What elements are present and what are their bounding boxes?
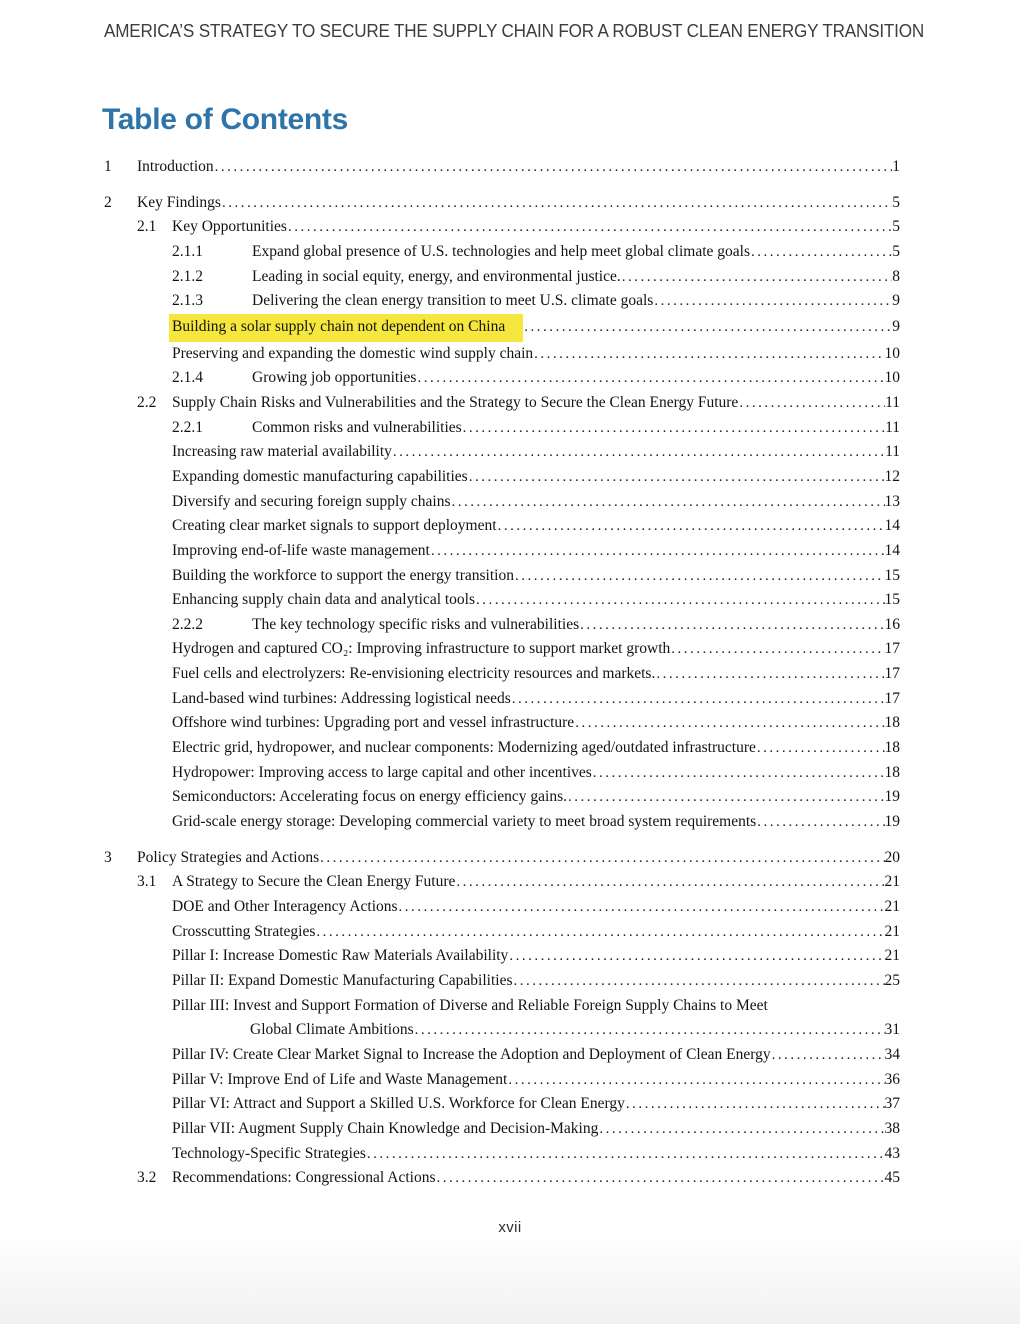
toc-entry-page: 19	[884, 813, 900, 831]
toc-entry-title: Recommendations: Congressional Actions	[172, 1169, 436, 1187]
leader-dots	[574, 711, 884, 736]
toc-entry-title: Diversify and securing foreign supply chains	[172, 492, 451, 510]
toc-entry-title: Pillar V: Improve End of Life and Waste Management	[172, 1070, 508, 1088]
leader-dots	[468, 465, 885, 490]
running-header: AMERICA’S STRATEGY TO SECURE THE SUPPLY CHAIN FOR A ROBUST CLEAN ENERGY TRANSITION	[104, 21, 924, 41]
leader-dots	[670, 637, 884, 662]
toc-entry[interactable]	[172, 265, 900, 290]
toc-entry-title: Increasing raw material availability	[172, 443, 392, 461]
toc-entry[interactable]	[172, 314, 900, 342]
toc-entry-number: 2.1	[137, 218, 157, 236]
toc-entry[interactable]	[137, 391, 900, 416]
toc-entry-title: Leading in social equity, energy, and environmental justice.	[252, 267, 621, 285]
toc-entry-title: Fuel cells and electrolyzers: Re-envisioning electricity resources and markets.	[172, 665, 656, 683]
toc-entry-page: 15	[884, 566, 900, 584]
toc-entry[interactable]	[172, 969, 900, 994]
toc-entry-page: 15	[884, 591, 900, 609]
page-title: Table of Contents	[102, 103, 349, 136]
leader-dots	[398, 895, 885, 920]
toc-entry-title-highlighted: Building a solar supply chain not dependent on China	[169, 314, 523, 342]
toc-entry[interactable]	[104, 155, 900, 180]
toc-entry-number: 2.1.4	[172, 369, 203, 387]
toc-entry[interactable]	[172, 366, 900, 391]
toc-entry[interactable]	[172, 1043, 900, 1068]
toc-entry-page: 45	[884, 1169, 900, 1187]
toc-entry-number: 2.2.1	[172, 418, 203, 436]
toc-entry-number: 2.1.3	[172, 292, 203, 310]
toc-entry-page: 11	[885, 393, 900, 411]
toc-entry-title: Policy Strategies and Actions	[137, 848, 320, 866]
toc-entry-title: Common risks and vulnerabilities	[252, 418, 462, 436]
toc-entry[interactable]	[172, 564, 900, 589]
toc-entry-page: 12	[884, 467, 900, 485]
toc-entry[interactable]	[172, 465, 900, 490]
leader-dots	[598, 1117, 884, 1142]
toc-entry-page: 43	[884, 1144, 900, 1162]
leader-dots	[221, 191, 892, 216]
page-number-footer: xvii	[498, 1219, 522, 1236]
toc-entry[interactable]	[172, 994, 900, 1019]
leader-dots	[750, 240, 892, 265]
toc-entry[interactable]	[172, 810, 900, 835]
leader-dots	[511, 687, 885, 712]
toc-entry-page: 21	[884, 898, 900, 916]
toc-entry-title: Grid-scale energy storage: Developing commercial variety to meet broad system requirements	[172, 813, 757, 831]
toc-entry-page: 34	[884, 1045, 900, 1063]
toc-entry[interactable]	[172, 895, 900, 920]
toc-entry-page: 13	[884, 492, 900, 510]
toc-entry[interactable]	[172, 1092, 900, 1117]
toc-entry-page: 21	[884, 873, 900, 891]
toc-entry[interactable]	[172, 1142, 900, 1167]
toc-entry-number: 2.1.2	[172, 267, 203, 285]
toc-entry-title: Pillar IV: Create Clear Market Signal to Increase the Adoption and Deployment of Clean Energy	[172, 1045, 771, 1063]
toc-entry-page: 16	[884, 615, 900, 633]
toc-entry-page: 11	[885, 418, 900, 436]
toc-entry-title: Pillar I: Increase Domestic Raw Materials Availability	[172, 947, 509, 965]
toc-entry-title: Crosscutting Strategies	[172, 922, 316, 940]
toc-entry[interactable]	[137, 870, 900, 895]
toc-entry-title: Technology-Specific Strategies	[172, 1144, 366, 1162]
leader-dots	[756, 810, 884, 835]
leader-dots	[592, 761, 885, 786]
toc-entry[interactable]	[250, 1018, 900, 1043]
toc-entry-title: Creating clear market signals to support deployment	[172, 517, 497, 535]
leader-dots	[430, 539, 885, 564]
leader-dots	[319, 846, 884, 871]
toc-entry-title: Offshore wind turbines: Upgrading port and vessel infrastructure	[172, 714, 575, 732]
toc-entry[interactable]	[172, 588, 900, 613]
toc-entry-page: 21	[884, 922, 900, 940]
leader-dots	[392, 440, 885, 465]
toc-entry-page: 8	[892, 267, 900, 285]
toc-entry-title: A Strategy to Secure the Clean Energy Future	[172, 873, 456, 891]
leader-dots	[523, 315, 892, 340]
leader-dots	[214, 155, 893, 180]
toc-entry-page: 9	[892, 292, 900, 310]
toc-list	[104, 155, 900, 1191]
toc-entry-page: 1	[892, 158, 900, 175]
toc-entry-page: 18	[884, 714, 900, 732]
toc-entry-title: The key technology specific risks and vulnerabilities	[252, 615, 580, 633]
toc-entry-number: 3.1	[137, 873, 157, 891]
toc-entry-title: Expand global presence of U.S. technologies and help meet global climate goals	[252, 242, 751, 260]
toc-entry-title: Semiconductors: Accelerating focus on energy efficiency gains.	[172, 788, 567, 806]
leader-dots	[366, 1142, 885, 1167]
leader-dots	[655, 662, 884, 687]
leader-dots	[455, 870, 884, 895]
toc-entry-page: 10	[884, 369, 900, 387]
toc-entry[interactable]	[104, 846, 900, 871]
toc-entry-page: 5	[892, 193, 900, 211]
toc-entry[interactable]	[172, 490, 900, 515]
leader-dots	[625, 1092, 885, 1117]
toc-entry-title: Land-based wind turbines: Addressing logistical needs	[172, 689, 511, 707]
toc-entry-number: 3	[104, 848, 112, 866]
toc-entry[interactable]	[172, 539, 900, 564]
leader-dots	[462, 416, 885, 441]
toc-entry-page: 9	[892, 317, 900, 335]
toc-entry-title: Growing job opportunities	[252, 369, 417, 387]
toc-entry[interactable]	[172, 736, 900, 761]
toc-entry[interactable]	[172, 785, 900, 810]
leader-dots	[435, 1166, 884, 1191]
toc-entry-title: Improving end-of-life waste management	[172, 541, 430, 559]
toc-entry-page: 14	[884, 541, 900, 559]
toc-entry-number: 2.2.2	[172, 615, 203, 633]
toc-entry-page: 10	[884, 344, 900, 362]
toc-entry-page: 37	[884, 1095, 900, 1113]
leader-dots	[567, 785, 885, 810]
toc-entry[interactable]	[172, 240, 900, 265]
leader-dots	[507, 1068, 884, 1093]
toc-entry[interactable]	[172, 637, 900, 662]
toc-entry-page: 5	[892, 242, 900, 260]
toc-entry-title: Pillar VII: Augment Supply Chain Knowledge and Decision-Making	[172, 1119, 599, 1137]
toc-entry-page: 5	[892, 218, 900, 236]
toc-entry-page: 17	[884, 640, 900, 658]
toc-entry-number: 2.2	[137, 393, 157, 411]
leader-dots	[497, 514, 885, 539]
leader-dots	[771, 1043, 885, 1068]
toc-entry-title: Pillar VI: Attract and Support a Skilled U.S. Workforce for Clean Energy	[172, 1095, 625, 1113]
leader-dots	[653, 289, 892, 314]
toc-entry-title: Global Climate Ambitions	[250, 1021, 414, 1039]
toc-entry-number: 1	[104, 158, 112, 175]
toc-entry-page: 17	[884, 689, 900, 707]
toc-entry-page: 31	[884, 1021, 900, 1039]
toc-entry-title: Pillar II: Expand Domestic Manufacturing Capabilities	[172, 972, 513, 989]
leader-dots	[514, 564, 885, 589]
toc-entry-title: Building the workforce to support the energy transition	[172, 566, 514, 584]
toc-entry-page: 11	[885, 443, 900, 461]
toc-entry-title: Enhancing supply chain data and analytical tools	[172, 591, 476, 609]
toc-entry[interactable]	[172, 687, 900, 712]
toc-entry[interactable]	[172, 416, 900, 441]
toc-entry-title: Pillar III: Invest and Support Formation of Diverse and Reliable Foreign Supply Chains to Meet	[172, 996, 768, 1014]
toc-entry-page: 18	[884, 739, 900, 757]
toc-entry[interactable]	[172, 289, 900, 314]
leader-dots	[451, 490, 885, 515]
toc-entry-page: 25	[884, 972, 900, 989]
toc-entry[interactable]	[104, 191, 900, 216]
toc-entry[interactable]	[172, 711, 900, 736]
leader-dots	[756, 736, 885, 761]
toc-entry-title: Supply Chain Risks and Vulnerabilities and the Strategy to Secure the Clean Energy Future	[172, 393, 739, 411]
toc-entry[interactable]	[172, 944, 900, 969]
toc-entry[interactable]	[172, 761, 900, 786]
toc-entry-page: 19	[884, 788, 900, 806]
leader-dots	[513, 969, 885, 994]
leader-dots	[315, 920, 884, 945]
leader-dots	[508, 944, 884, 969]
leader-dots	[738, 391, 885, 416]
toc-entry[interactable]	[172, 440, 900, 465]
leader-dots	[287, 215, 892, 240]
toc-entry-page: 14	[884, 517, 900, 535]
toc-entry[interactable]	[172, 514, 900, 539]
toc-entry-title: Electric grid, hydropower, and nuclear components: Modernizing aged/outdated infrastructure	[172, 739, 756, 757]
toc-entry-number: 3.2	[137, 1169, 157, 1187]
toc-entry[interactable]	[137, 1166, 900, 1191]
toc-entry-title: Introduction	[137, 158, 214, 175]
toc-entry-title: Key Opportunities	[172, 218, 287, 236]
leader-dots	[579, 613, 884, 638]
leader-dots	[475, 588, 884, 613]
toc-entry[interactable]	[172, 613, 900, 638]
toc-entry-number: 2	[104, 193, 112, 211]
toc-entry-title: DOE and Other Interagency Actions	[172, 898, 398, 916]
toc-entry[interactable]	[172, 1068, 900, 1093]
toc-entry[interactable]	[172, 342, 900, 367]
toc-entry-page: 17	[884, 665, 900, 683]
toc-entry[interactable]	[137, 215, 900, 240]
toc-entry-page: 18	[884, 763, 900, 781]
leader-dots	[416, 366, 884, 391]
toc-entry-number: 2.1.1	[172, 242, 203, 260]
toc-entry-page: 38	[884, 1119, 900, 1137]
toc-entry[interactable]	[172, 920, 900, 945]
toc-entry-page: 21	[884, 947, 900, 965]
leader-dots	[621, 265, 893, 290]
leader-dots	[414, 1018, 885, 1043]
toc-entry-title: Delivering the clean energy transition to meet U.S. climate goals	[252, 292, 654, 310]
toc-entry-title: Key Findings	[137, 193, 221, 211]
toc-entry[interactable]	[172, 1117, 900, 1142]
leader-dots	[533, 342, 884, 367]
toc-entry-title: Preserving and expanding the domestic wind supply chain	[172, 344, 534, 362]
toc-entry-page: 36	[884, 1070, 900, 1088]
toc-entry-page: 20	[884, 848, 900, 866]
toc-entry[interactable]	[172, 662, 900, 687]
toc-entry-title: Hydrogen and captured CO₂: Improving infrastructure to support market growth	[172, 640, 671, 658]
toc-entry-title: Expanding domestic manufacturing capabilities	[172, 467, 468, 485]
toc-entry-title: Hydropower: Improving access to large capital and other incentives	[172, 763, 592, 781]
